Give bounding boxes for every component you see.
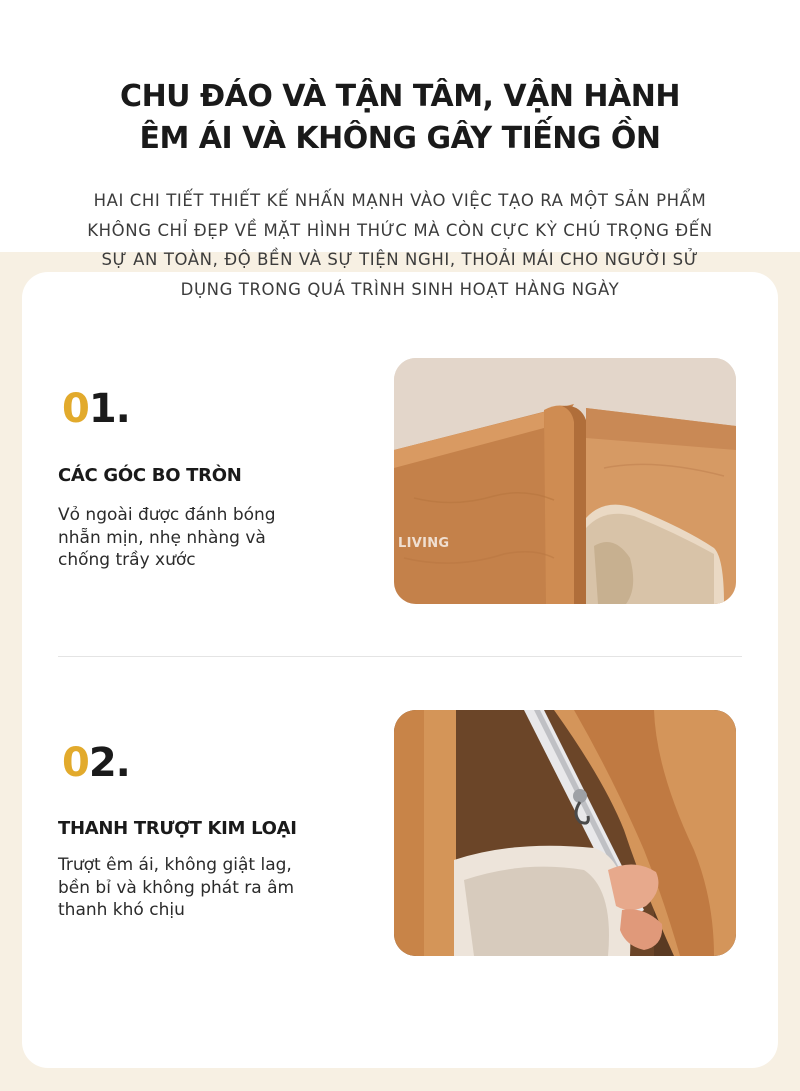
rounded-corner-photo [394, 358, 736, 604]
feature-description: Trượt êm ái, không giật lag, bền bỉ và không phát ra âm thanh khó chịu [58, 855, 295, 920]
feature-metal-slide [22, 660, 778, 1068]
page-title [0, 76, 800, 160]
title-line-2: ÊM ÁI VÀ KHÔNG GÂY TIẾNG ỒN [139, 121, 661, 156]
feature-number: 02. [62, 740, 130, 786]
title-line-1: CHU ĐÁO VÀ TẬN TÂM, VẬN HÀNH [120, 79, 680, 114]
divider [58, 656, 742, 657]
feature-rounded-corners [22, 272, 778, 652]
page-subtitle: HAI CHI TIẾT THIẾT KẾ NHẤN MẠNH VÀO VIỆC TẠO RA MỘT SẢN PHẨM KHÔNG CHỈ ĐẸP VỀ MẶT HÌNH THỨC MÀ CÒN CỰC KỲ CHÚ TRỌNG ĐẾN SỰ AN TOÀN, ĐỘ BỀN VÀ SỰ TIỆN NGHI, THOẢI MÁI CHO NGƯỜI SỬ DỤNG TRONG QUÁ TRÌNH SINH HOẠT HÀNG NGÀY [87, 191, 713, 299]
feature-description: Vỏ ngoài được đánh bóng nhẵn mịn, nhẹ nhàng và chống trầy xước [58, 505, 276, 570]
watermark: LIVING [398, 536, 450, 551]
feature-number: 01. [62, 386, 130, 432]
metal-slide-rail-photo [394, 710, 736, 956]
feature-title: THANH TRƯỢT KIM LOẠI [58, 818, 297, 839]
features-card [22, 272, 778, 1068]
feature-title: CÁC GÓC BO TRÒN [58, 465, 242, 486]
